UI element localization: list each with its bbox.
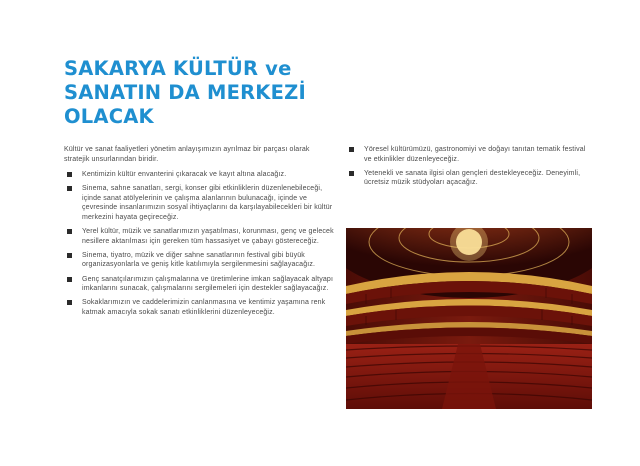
list-item <box>64 251 334 270</box>
list-item-text: Sokaklarımızın ve caddelerimizin canlanmasına ve kentimiz yaşamına renk katmak amacıyla sokak sanatı etkinliklerini düzenleyeceğiz. <box>82 299 326 316</box>
list-item <box>64 298 334 317</box>
left-bullet-list <box>64 170 334 317</box>
bullet-square-icon <box>67 229 72 234</box>
bullet-square-icon <box>349 171 354 176</box>
theater-hall-illustration <box>346 228 592 409</box>
list-item <box>346 145 592 164</box>
left-column <box>64 145 334 322</box>
list-item <box>64 170 334 180</box>
list-item <box>64 275 334 294</box>
bullet-square-icon <box>67 253 72 258</box>
bullet-square-icon <box>67 300 72 305</box>
list-item-text: Yetenekli ve sanata ilgisi olan gençleri destekleyeceğiz. Deneyimli, ücretsiz müzik stüdyoları açacağız. <box>364 169 581 187</box>
bullet-square-icon <box>349 147 354 152</box>
intro-paragraph: Kültür ve sanat faaliyetleri yönetim anlayışımızın ayrılmaz bir parçası olarak stratejik unsurlarından biridir. <box>64 146 310 163</box>
list-item-text: Yerel kültür, müzik ve sanatlarımızın yaşatılması, korunması, genç ve gelecek nesillere aktarılması için gereken tüm hassasiyet ve çabayı göstereceğiz. <box>82 228 334 245</box>
title-line-2: SANATIN DA MERKEZİ <box>64 81 306 104</box>
list-item-text: Yöresel kültürümüzü, gastronomiyi ve doğayı tanıtan tematik festival ve etkinlikler düzenleyeceğiz. <box>364 146 586 163</box>
bullet-square-icon <box>67 172 72 177</box>
right-column <box>346 145 592 192</box>
list-item <box>346 169 592 188</box>
title-line-1: SAKARYA KÜLTÜR ve <box>64 57 292 80</box>
theater-hall-photo <box>346 228 592 409</box>
bullet-square-icon <box>67 186 72 191</box>
list-item-text: Kentimizin kültür envanterini çıkaracak ve kayıt altına alacağız. <box>82 171 287 179</box>
right-bullet-list <box>346 145 592 188</box>
list-item-text: Genç sanatçılarımızın çalışmalarına ve üretimlerine imkan sağlayacak altyapı imkanlarını sunacak, çalışmalarını sergilemeleri için destekler sağlayacağız. <box>82 275 334 293</box>
title-line-3: OLACAK <box>64 105 154 128</box>
bullet-square-icon <box>67 277 72 282</box>
list-item <box>64 227 334 246</box>
balcony-tiers <box>346 272 592 344</box>
list-item-text: Sinema, sahne sanatları, sergi, konser gibi etkinliklerin düzenlenebileceği, içinde sanat atölyelerinin ve çalışma alanlarının bulunacağı, içinde ve çevresinde insanlarımızın sosyal ihtiyaçlarını da karşılayabilecekleri bir kültür merkezini hayata geçireceğiz. <box>82 185 333 222</box>
page-title <box>64 57 364 129</box>
list-item <box>64 184 334 222</box>
list-item-text: Sinema, tiyatro, müzik ve diğer sahne sanatlarının festival gibi büyük organizasyonlarla ve geniş kitle katılımıyla sergilenmesini sağlayacağız. <box>82 251 316 269</box>
